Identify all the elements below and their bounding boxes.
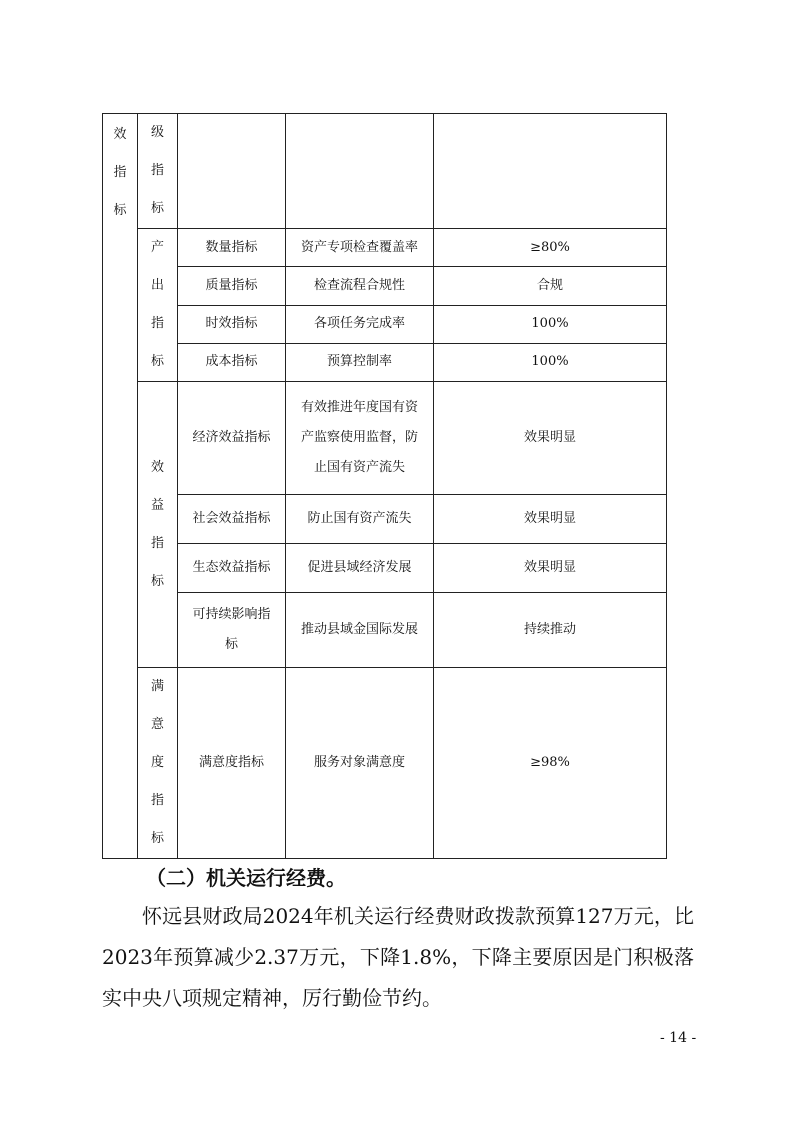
indicator-cell: 防止国有资产流失: [286, 495, 434, 544]
empty-cell: [178, 114, 286, 229]
category-cell: 成本指标: [178, 343, 286, 381]
category-cell: 经济效益指标: [178, 382, 286, 495]
indicator-cell: 服务对象满意度: [286, 668, 434, 859]
category-cell: 满意度指标: [178, 668, 286, 859]
section-heading: （二）机关运行经费。: [146, 866, 346, 890]
indicator-cell: 有效推进年度国有资 产监察使用监督，防 止国有资产流失: [286, 382, 434, 495]
category-cell: 质量指标: [178, 267, 286, 305]
category-cell: 生态效益指标: [178, 544, 286, 593]
indicator-cell: 预算控制率: [286, 343, 434, 381]
indicator-cell: 推动县域金国际发展: [286, 593, 434, 668]
category-cell: 时效指标: [178, 305, 286, 343]
table-row: [103, 593, 667, 668]
table-row: [103, 229, 667, 267]
value-cell: 效果明显: [434, 382, 667, 495]
level2-label-continued: 级 指 标: [138, 114, 178, 229]
empty-cell: [434, 114, 667, 229]
category-cell: 社会效益指标: [178, 495, 286, 544]
performance-indicator-table: [102, 113, 667, 859]
benefit-indicator-label: 效 益 指 标: [138, 382, 178, 668]
table-row: [103, 267, 667, 305]
body-paragraph: 怀远县财政局2024年机关运行经费财政拨款预算127万元，比2023年预算减少2.37万元，下降1.8%，下降主要原因是门积极落实中央八项规定精神，厉行勤俭节约。: [102, 904, 694, 1010]
satisfaction-indicator-label: 满 意 度 指 标: [138, 668, 178, 859]
level1-label: 效 指 标: [103, 114, 138, 859]
category-cell: 数量指标: [178, 229, 286, 267]
value-cell: 效果明显: [434, 495, 667, 544]
value-cell: ≥98%: [434, 668, 667, 859]
table-row: [103, 305, 667, 343]
value-cell: 合规: [434, 267, 667, 305]
value-cell: ≥80%: [434, 229, 667, 267]
empty-cell: [286, 114, 434, 229]
output-indicator-label: 产 出 指 标: [138, 229, 178, 382]
table-row: [103, 382, 667, 495]
indicator-cell: 资产专项检查覆盖率: [286, 229, 434, 267]
page-number: - 14 -: [660, 1030, 697, 1046]
value-cell: 效果明显: [434, 544, 667, 593]
indicator-cell: 各项任务完成率: [286, 305, 434, 343]
value-cell: 持续推动: [434, 593, 667, 668]
category-cell: 可持续影响指 标: [178, 593, 286, 668]
indicator-cell: 促进县域经济发展: [286, 544, 434, 593]
value-cell: 100%: [434, 305, 667, 343]
table-row: [103, 495, 667, 544]
table-row: [103, 343, 667, 381]
table-row: [103, 668, 667, 859]
indicator-cell: 检查流程合规性: [286, 267, 434, 305]
table-row: [103, 544, 667, 593]
value-cell: 100%: [434, 343, 667, 381]
